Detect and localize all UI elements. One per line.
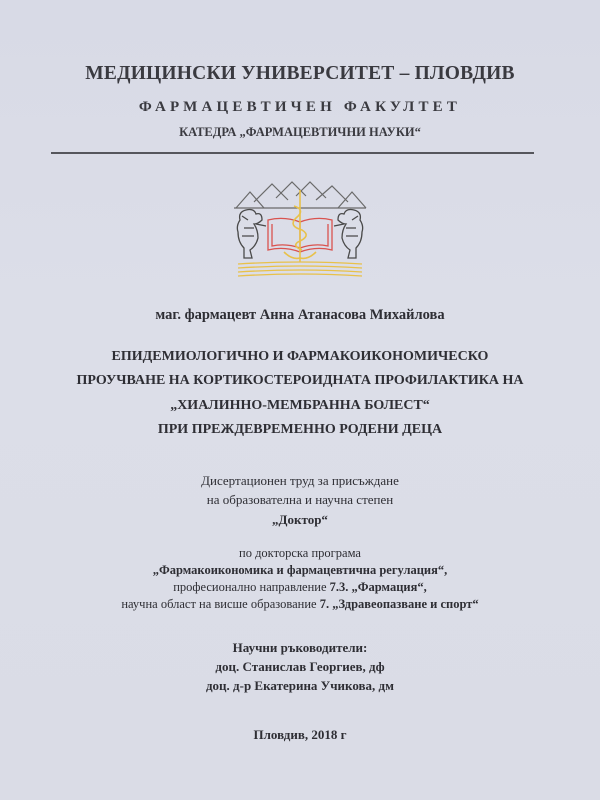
supervisors-label: Научни ръководители: [232, 640, 368, 655]
area-value: 7. „Здравеопазване и спорт“ [319, 597, 479, 611]
university-crest-icon [232, 180, 368, 278]
program-name: „Фармакоикономика и фармацевтична регулация“, [152, 563, 448, 577]
direction-prefix: професионално направление [173, 580, 330, 594]
place-and-year: Пловдив, 2018 г [253, 727, 347, 742]
supervisor-2: доц. д-р Екатерина Учикова, дм [205, 678, 394, 693]
program-intro: по докторска програма [239, 546, 361, 560]
direction-value: 7.3. „Фармация“, [329, 580, 427, 594]
degree-line-1: Дисертационен труд за присъждане [201, 473, 399, 488]
university-name: МЕДИЦИНСКИ УНИВЕРСИТЕТ – ПЛОВДИВ [85, 63, 515, 84]
thesis-title-line-1: ЕПИДЕМИОЛОГИЧНО И ФАРМАКОИКОНОМИЧЕСКО [111, 349, 489, 364]
scientific-area [0, 597, 600, 612]
thesis-title-line-2: ПРОУЧВАНЕ НА КОРТИКОСТЕРОИДНАТА ПРОФИЛАКТИКА НА [76, 373, 524, 388]
header-divider [51, 152, 534, 154]
department-name: КАТЕДРА „ФАРМАЦЕВТИЧНИ НАУКИ“ [179, 125, 421, 139]
degree-line-2: на образователна и научна степен [206, 492, 394, 507]
author-name: маг. фармацевт Анна Атанасова Михайлова [155, 307, 445, 323]
thesis-title-line-4: ПРИ ПРЕЖДЕВРЕМЕННО РОДЕНИ ДЕЦА [157, 422, 443, 437]
supervisor-1: доц. Станислав Георгиев, дф [215, 659, 385, 674]
degree-name: „Доктор“ [272, 512, 328, 527]
professional-direction [0, 580, 600, 595]
faculty-name: ФАРМАЦЕВТИЧЕН ФАКУЛТЕТ [138, 99, 462, 115]
area-prefix: научна област на висше образование [121, 597, 320, 611]
thesis-title-line-3: „ХИАЛИННО-МЕМБРАННА БОЛЕСТ“ [170, 398, 430, 413]
